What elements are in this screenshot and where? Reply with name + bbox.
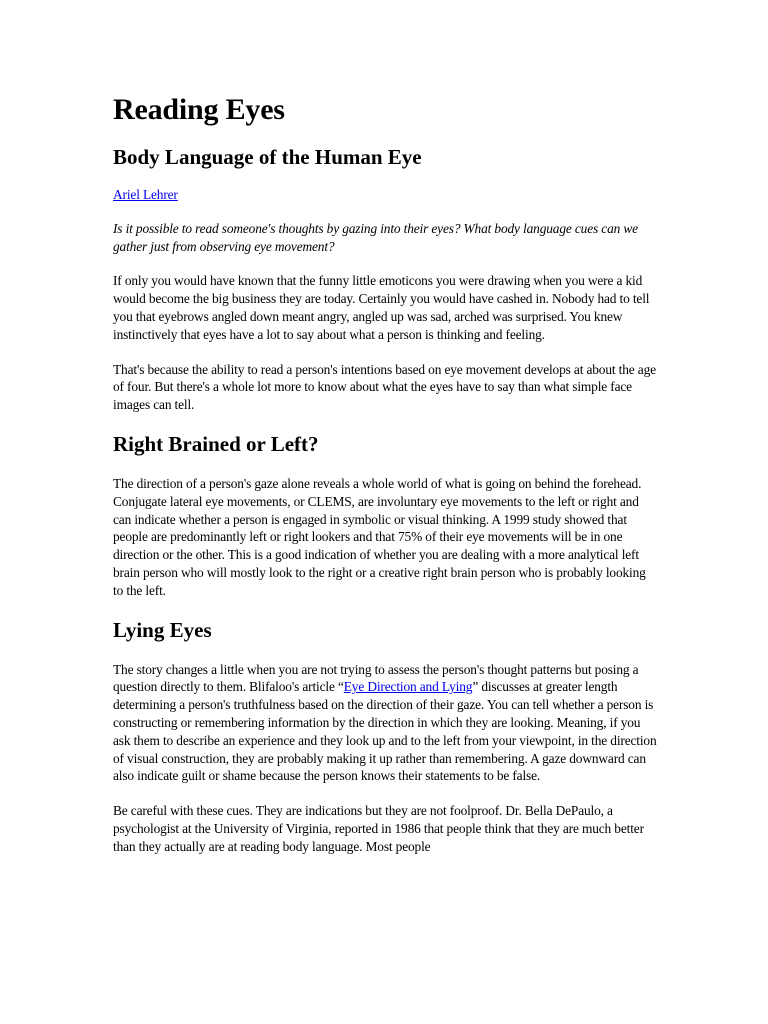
section-heading-right-brained: Right Brained or Left? <box>113 431 319 456</box>
author-byline <box>113 186 658 204</box>
section2-paragraph-2: Be careful with these cues. They are indications but they are not foolproof. Dr. Bella DePaulo, a psychologist at the University of Virginia, reported in 1986 that people think that they are much better than they actually are at reading body language. Most people <box>113 803 644 854</box>
page-title: Reading Eyes <box>113 93 285 126</box>
section2-paragraph-1 <box>113 661 658 786</box>
section-heading-lying-eyes: Lying Eyes <box>113 617 212 642</box>
author-link[interactable]: Ariel Lehrer <box>113 187 178 202</box>
page-subtitle: Body Language of the Human Eye <box>113 145 422 169</box>
eye-direction-lying-link[interactable]: Eye Direction and Lying <box>343 679 473 695</box>
section2-paragraph-1-text-b: ” discusses at greater length determining a person's truthfulness based on the direction of their gaze. You can tell whether a person is constructing or remembering information by the direction in which they are looking. Meaning, if you ask them to describe an experience and they look up and to the left from your viewpoint, in the direction of visual construction, they are probably making it up rather than remembering. A gaze downward can also indicate guilt or shame because the person knows their statements to be false. <box>113 679 657 784</box>
section1-paragraph-1: The direction of a person's gaze alone reveals a whole world of what is going on behind the forehead. Conjugate lateral eye movements, or CLEMS, are involuntary eye movements to the left or right and can indicate whether a person is engaged in symbolic or visual thinking. A 1999 study showed that people are predominantly left or right lookers and that 75% of their eye movements will be in one direction or the other. This is a good indication of whether you are dealing with a more analytical left brain person who will mostly look to the right or a creative right brain person who is probably looking to the left. <box>113 475 646 598</box>
article-lede: Is it possible to read someone's thoughts by gazing into their eyes? What body language cues can we gather just from observing eye movement? <box>113 220 638 254</box>
intro-paragraph-2: That's because the ability to read a person's intentions based on eye movement develops at about the age of four. But there's a whole lot more to know about what the eyes have to say than what simple face images can tell. <box>113 361 656 413</box>
document-page <box>113 92 658 873</box>
intro-paragraph-1: If only you would have known that the funny little emoticons you were drawing when you were a kid would become the big business they are today. Certainly you would have cashed in. Nobody had to tell you that eyebrows angled down meant angry, angled up was sad, arched was surprised. You knew instinctively that eyes have a lot to say about what a person is thinking and feeling. <box>113 273 650 342</box>
section2-paragraph-1-text-a: The story changes a little when you are not trying to assess the person's thought patterns but posing a question directly to them. Blifaloo's article “ <box>113 661 639 695</box>
